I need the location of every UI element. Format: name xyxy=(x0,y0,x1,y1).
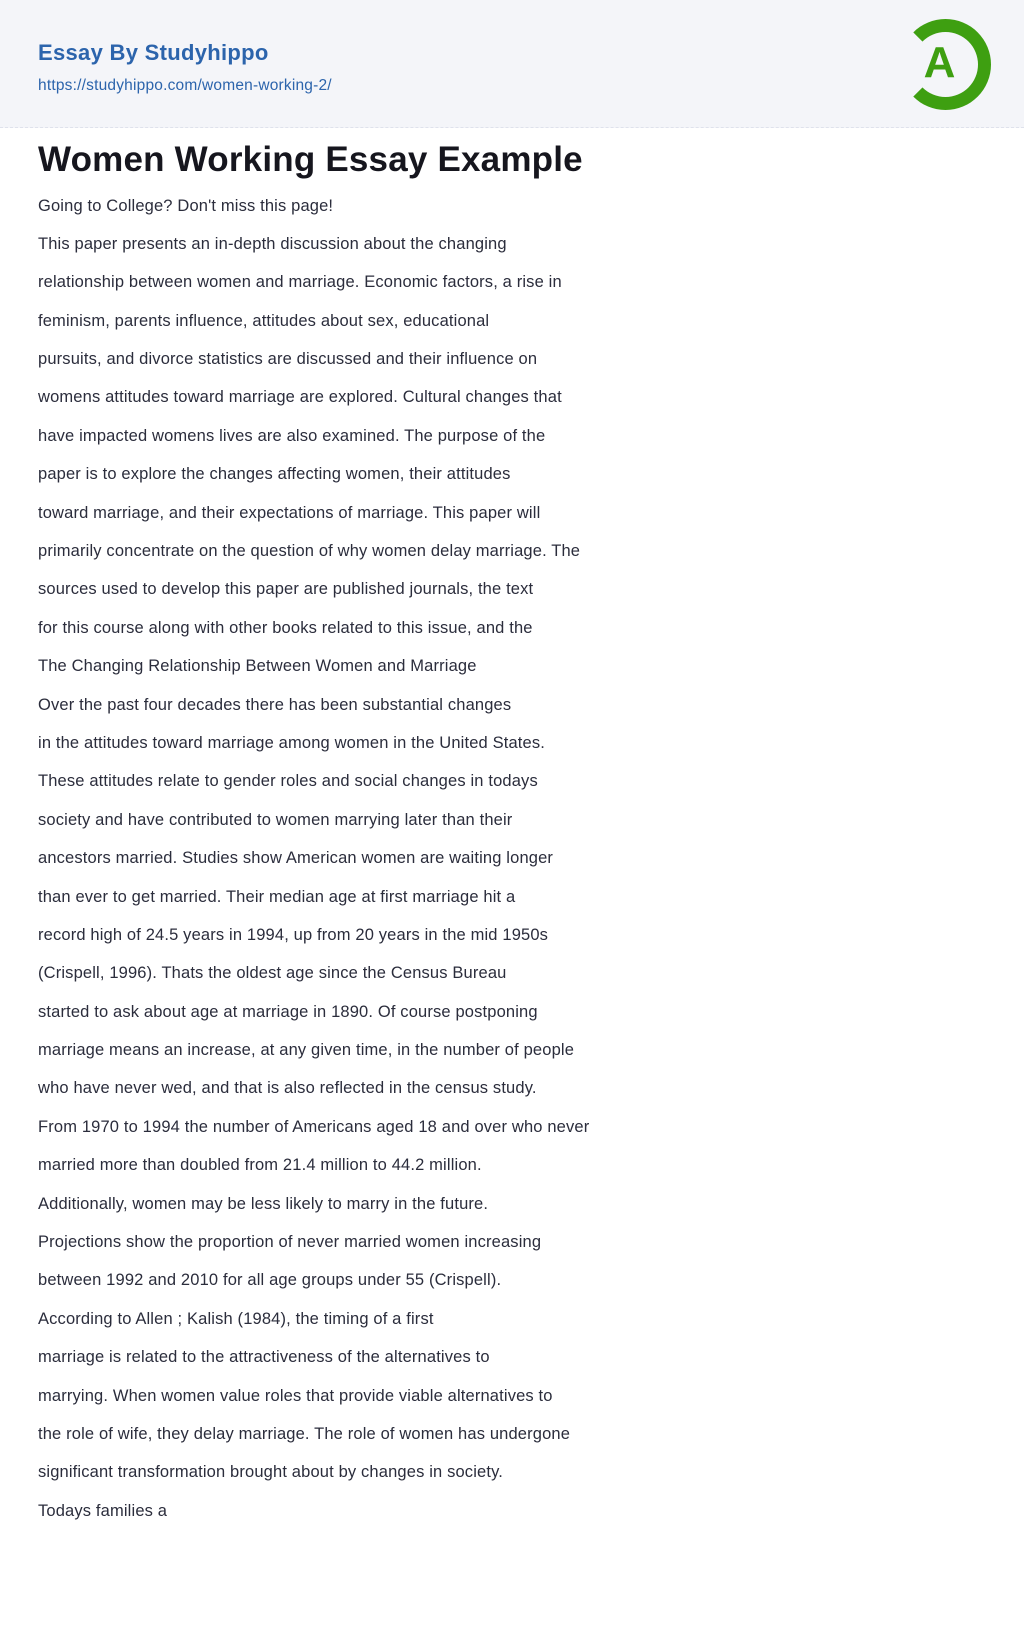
essay-line: marriage is related to the attractiveness of the alternatives to xyxy=(38,1348,490,1367)
essay-line: started to ask about age at marriage in 1890. Of course postponing xyxy=(38,1002,538,1021)
source-url-link[interactable]: https://studyhippo.com/women-working-2/ xyxy=(38,77,332,94)
essay-line: marriage means an increase, at any given time, in the number of people xyxy=(38,1041,575,1060)
essay-line: Additionally, women may be less likely to marry in the future. xyxy=(38,1194,489,1213)
essay-line: married more than doubled from 21.4 million to 44.2 million. xyxy=(38,1156,482,1175)
page-header xyxy=(0,0,1024,128)
essay-line: Projections show the proportion of never married women increasing xyxy=(38,1233,542,1252)
logo-letter: A xyxy=(923,37,956,87)
essay-line: Todays families a xyxy=(38,1501,168,1520)
essay-line: (Crispell, 1996). Thats the oldest age since the Census Bureau xyxy=(38,964,507,983)
essay-line: for this course along with other books related to this issue, and the xyxy=(38,618,533,637)
essay-line: From 1970 to 1994 the number of Americans aged 18 and over who never xyxy=(38,1117,590,1136)
essay-article xyxy=(0,141,1024,1530)
essay-line: This paper presents an in-depth discussion about the changing xyxy=(38,234,507,253)
essay-line: primarily concentrate on the question of why women delay marriage. The xyxy=(38,542,581,561)
essay-line: record high of 24.5 years in 1994, up from 20 years in the mid 1950s xyxy=(38,925,549,944)
essay-line: The Changing Relationship Between Women and Marriage xyxy=(38,657,477,676)
essay-line: pursuits, and divorce statistics are discussed and their influence on xyxy=(38,350,538,369)
essay-line: significant transformation brought about by changes in society. xyxy=(38,1463,503,1482)
essay-body xyxy=(38,187,986,1531)
studyhippo-logo-icon xyxy=(900,19,991,110)
essay-line: ancestors married. Studies show American women are waiting longer xyxy=(38,849,554,868)
essay-line: Over the past four decades there has been substantial changes xyxy=(38,695,512,714)
site-title: Essay By Studyhippo xyxy=(38,40,269,65)
essay-line: who have never wed, and that is also reflected in the census study. xyxy=(38,1079,537,1098)
page-title: Women Working Essay Example xyxy=(38,140,583,179)
essay-line: than ever to get married. Their median age at first marriage hit a xyxy=(38,887,516,906)
essay-line: paper is to explore the changes affecting women, their attitudes xyxy=(38,465,511,484)
essay-line: the role of wife, they delay marriage. The role of women has undergone xyxy=(38,1425,571,1443)
essay-line: womens attitudes toward marriage are explored. Cultural changes that xyxy=(38,388,562,407)
essay-line: These attitudes relate to gender roles and social changes in todays xyxy=(38,772,538,791)
essay-line: between 1992 and 2010 for all age groups under 55 (Crispell). xyxy=(38,1271,502,1290)
essay-line: relationship between women and marriage. Economic factors, a rise in xyxy=(38,273,562,292)
essay-line: According to Allen ; Kalish (1984), the timing of a first xyxy=(38,1309,434,1328)
essay-line: in the attitudes toward marriage among women in the United States. xyxy=(38,733,546,752)
essay-line: have impacted womens lives are also examined. The purpose of the xyxy=(38,426,546,445)
essay-line: sources used to develop this paper are published journals, the text xyxy=(38,580,534,599)
essay-line: marrying. When women value roles that provide viable alternatives to xyxy=(38,1386,553,1405)
essay-line: toward marriage, and their expectations of marriage. This paper will xyxy=(38,503,541,522)
promo-line: Going to College? Don't miss this page! xyxy=(38,196,334,215)
essay-line: feminism, parents influence, attitudes about sex, educational xyxy=(38,311,490,330)
essay-line: society and have contributed to women marrying later than their xyxy=(38,810,513,829)
